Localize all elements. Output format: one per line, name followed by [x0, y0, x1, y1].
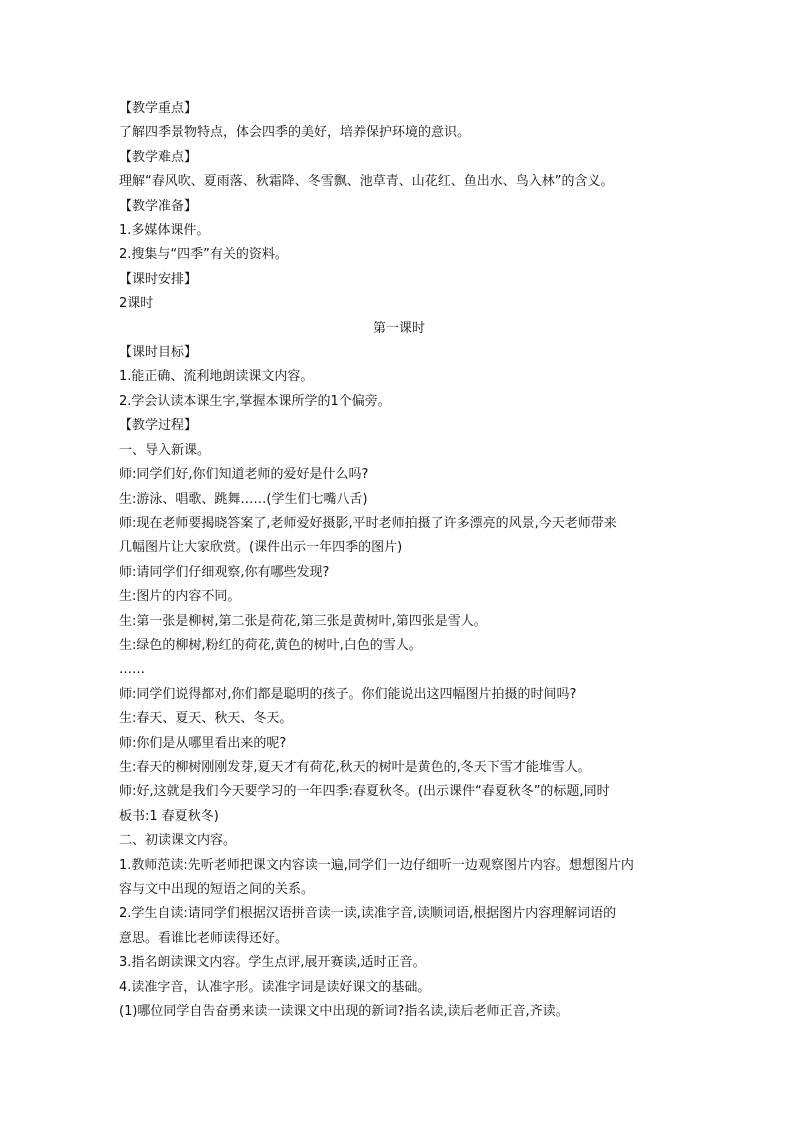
schedule-text: 2课时 — [119, 296, 154, 312]
prep-item-2: 2.搜集与“四季”有关的资料。 — [119, 247, 288, 263]
prep-item-1: 1.多媒体课件。 — [119, 223, 210, 239]
dialogue-5: 生:图片的内容不同。 — [119, 589, 241, 605]
step-1b: 容与文中出现的短语之间的关系。 — [119, 882, 315, 897]
dialogue-9: 生:春天、夏天、秋天、冬天。 — [119, 711, 293, 727]
ellipsis: …… — [119, 662, 145, 678]
dialogue-1: 师:同学们好,你们知道老师的爱好是什么吗? — [119, 467, 369, 483]
heading-objectives: 【课时目标】 — [119, 345, 198, 361]
objective-1: 1.能正确、流利地朗读课文内容。 — [119, 369, 314, 385]
difficulties-text: 理解“春风吹、夏雨落、秋霜降、冬雪飘、池草青、山花红、鱼出水、鸟入林”的含义。 — [119, 174, 614, 190]
dialogue-6: 生:第一张是柳树,第二张是荷花,第三张是黄树叶,第四张是雪人。 — [119, 613, 487, 629]
step-4: 4.读准字音，认准字形。读准字词是读好课文的基础。 — [119, 979, 431, 995]
step-2a: 2.学生自读:请同学们根据汉语拼音读一读,读准字音,读顺词语,根据图片内容理解词语的 — [119, 906, 617, 922]
section-2-title: 二、初读课文内容。 — [119, 833, 237, 849]
step-1a: 1.教师范读:先听老师把课文内容读一遍,同学们一边仔细听一边观察图片内容。想想图片内 — [119, 857, 634, 873]
step-4-sub-1: (1)哪位同学自告奋勇来读一读课文中出现的新词?指名读,读后老师正音,齐读。 — [119, 1004, 569, 1020]
objective-2: 2.学会认读本课生字,掌握本课所学的1个偏旁。 — [119, 393, 391, 409]
heading-process: 【教学过程】 — [119, 418, 198, 434]
key-points-text: 了解四季景物特点，体会四季的美好，培养保护环境的意识。 — [119, 125, 471, 141]
heading-difficulties: 【教学难点】 — [119, 149, 198, 165]
lesson-title: 第一课时 — [372, 320, 425, 336]
section-1-title: 一、导入新课。 — [119, 442, 211, 458]
dialogue-8: 师:同学们说得都对,你们都是聪明的孩子。你们能说出这四幅图片拍摄的时间吗? — [119, 686, 577, 702]
dialogue-3b: 几幅图片让大家欣赏。(课件出示一年四季的图片) — [119, 540, 403, 556]
dialogue-10: 师:你们是从哪里看出来的呢? — [119, 735, 287, 751]
dialogue-12b: 板书:1 春夏秋冬) — [119, 808, 219, 824]
dialogue-2: 生:游泳、唱歌、跳舞……(学生们七嘴八舌) — [119, 491, 368, 507]
heading-key-points: 【教学重点】 — [119, 101, 198, 116]
dialogue-12a: 师:好,这就是我们今天要学习的一年四季:春夏秋冬。(出示课件“春夏秋冬”的标题,同时 — [119, 784, 610, 800]
step-2b: 意思。看谁比老师读得还好。 — [119, 930, 289, 946]
dialogue-11: 生:春天的柳树刚刚发芽,夏天才有荷花,秋天的树叶是黄色的,冬天下雪才能堆雪人。 — [119, 759, 591, 775]
heading-preparation: 【教学准备】 — [119, 198, 198, 214]
dialogue-4: 师:请同学们仔细观察,你有哪些发现? — [119, 564, 330, 580]
document-page — [119, 97, 679, 1024]
step-3: 3.指名朗读课文内容。学生点评,展开赛读,适时正音。 — [119, 955, 426, 971]
dialogue-7: 生:绿色的柳树,粉红的荷花,黄色的树叶,白色的雪人。 — [119, 637, 422, 653]
dialogue-3a: 师:现在老师要揭晓答案了,老师爱好摄影,平时老师拍摄了许多漂亮的风景,今天老师带来 — [119, 515, 617, 531]
heading-schedule: 【课时安排】 — [119, 271, 198, 287]
